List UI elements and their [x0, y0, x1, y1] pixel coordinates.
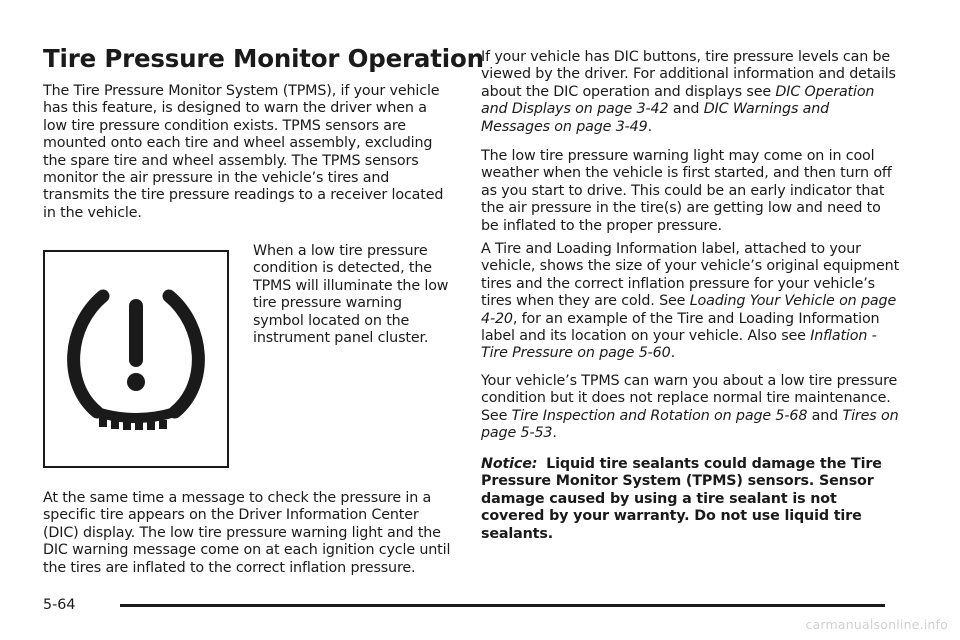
text-run: .: [552, 425, 557, 442]
xref-inflation-link[interactable]: Inflation - Tire Pressure on page 5-60: [481, 328, 877, 362]
xref-dic-operation-link[interactable]: DIC Operation and Displays on page 3-42: [481, 83, 875, 118]
footer-rule: [120, 604, 885, 607]
text-run: and: [807, 407, 843, 424]
maintenance-paragraph: [481, 373, 901, 443]
xref-loading-vehicle-link[interactable]: Loading Your Vehicle on page 4-20: [481, 293, 897, 327]
page-number: 5-64: [43, 597, 76, 613]
xref-tires-link[interactable]: Tires on page 5-53: [481, 407, 899, 442]
text-run: and: [668, 101, 704, 118]
text-run: A Tire and Loading Information label, attached to your vehicle, shows the size of your vehicle’s original equipment tires and the correct inflation pressure for your vehicle’s tires when they are cold. See: [481, 241, 900, 310]
low-tire-pressure-warning-icon: [45, 252, 227, 466]
text-run: If your vehicle has DIC buttons, tire pressure levels can be viewed by the driver. For additional information and details about the DIC operation and displays see: [481, 49, 896, 100]
text-run: Your vehicle’s TPMS can warn you about a low tire pressure condition but it does not replace normal tire maintenance. See: [481, 373, 898, 424]
loading-label-paragraph: [481, 241, 901, 363]
intro-paragraph: The Tire Pressure Monitor System (TPMS), if your vehicle has this feature, is designed to warn the driver when a low tire pressure condition exists. TPMS sensors are mounted onto each tire and wheel assembly, excluding the spare tire and wheel assembly. The TPMS sensors monitor the air pressure in the vehicle’s tires and transmits the tire pressure readings to a receiver located in the vehicle.: [43, 83, 444, 221]
page-title: Tire Pressure Monitor Operation: [43, 44, 484, 73]
cool-weather-paragraph: The low tire pressure warning light may come on in cool weather when the vehicle is first started, and then turn off as you start to drive. This could be an early indicator that the air pressure in the tire(s) are getting low and need to be inflated to the proper pressure.: [481, 148, 892, 234]
watermark: carmanualsonline.info: [805, 617, 948, 632]
text-run: .: [670, 345, 675, 362]
tpms-warning-figure: [43, 250, 229, 468]
figure-caption: When a low tire pressure condition is detected, the TPMS will illuminate the low tire pressure warning symbol located on the instrument panel cluster.: [253, 243, 449, 347]
text-run: , for an example of the Tire and Loading Information label and its location on your vehicle. Also see: [481, 310, 880, 345]
notice-label: Notice:: [481, 456, 538, 472]
xref-tire-inspection-link[interactable]: Tire Inspection and Rotation on page 5-68: [511, 407, 808, 424]
dic-message-paragraph: At the same time a message to check the pressure in a specific tire appears on the Driver Information Center (DIC) display. The low tire pressure warning light and the DIC warning message come on at each ignition cycle until the tires are inflated to the correct inflation pressure.: [43, 490, 451, 576]
text-run: .: [647, 118, 652, 135]
xref-dic-warnings-link[interactable]: DIC Warnings and Messages on page 3-49: [481, 101, 830, 135]
notice-text: Liquid tire sealants could damage the Tire Pressure Monitor System (TPMS) sensors. Sensor damage caused by using a tire sealant is not covered by your warranty. Do not use liquid tire sealants.: [481, 456, 882, 542]
notice-paragraph: [481, 456, 901, 543]
dic-buttons-paragraph: [481, 49, 901, 136]
